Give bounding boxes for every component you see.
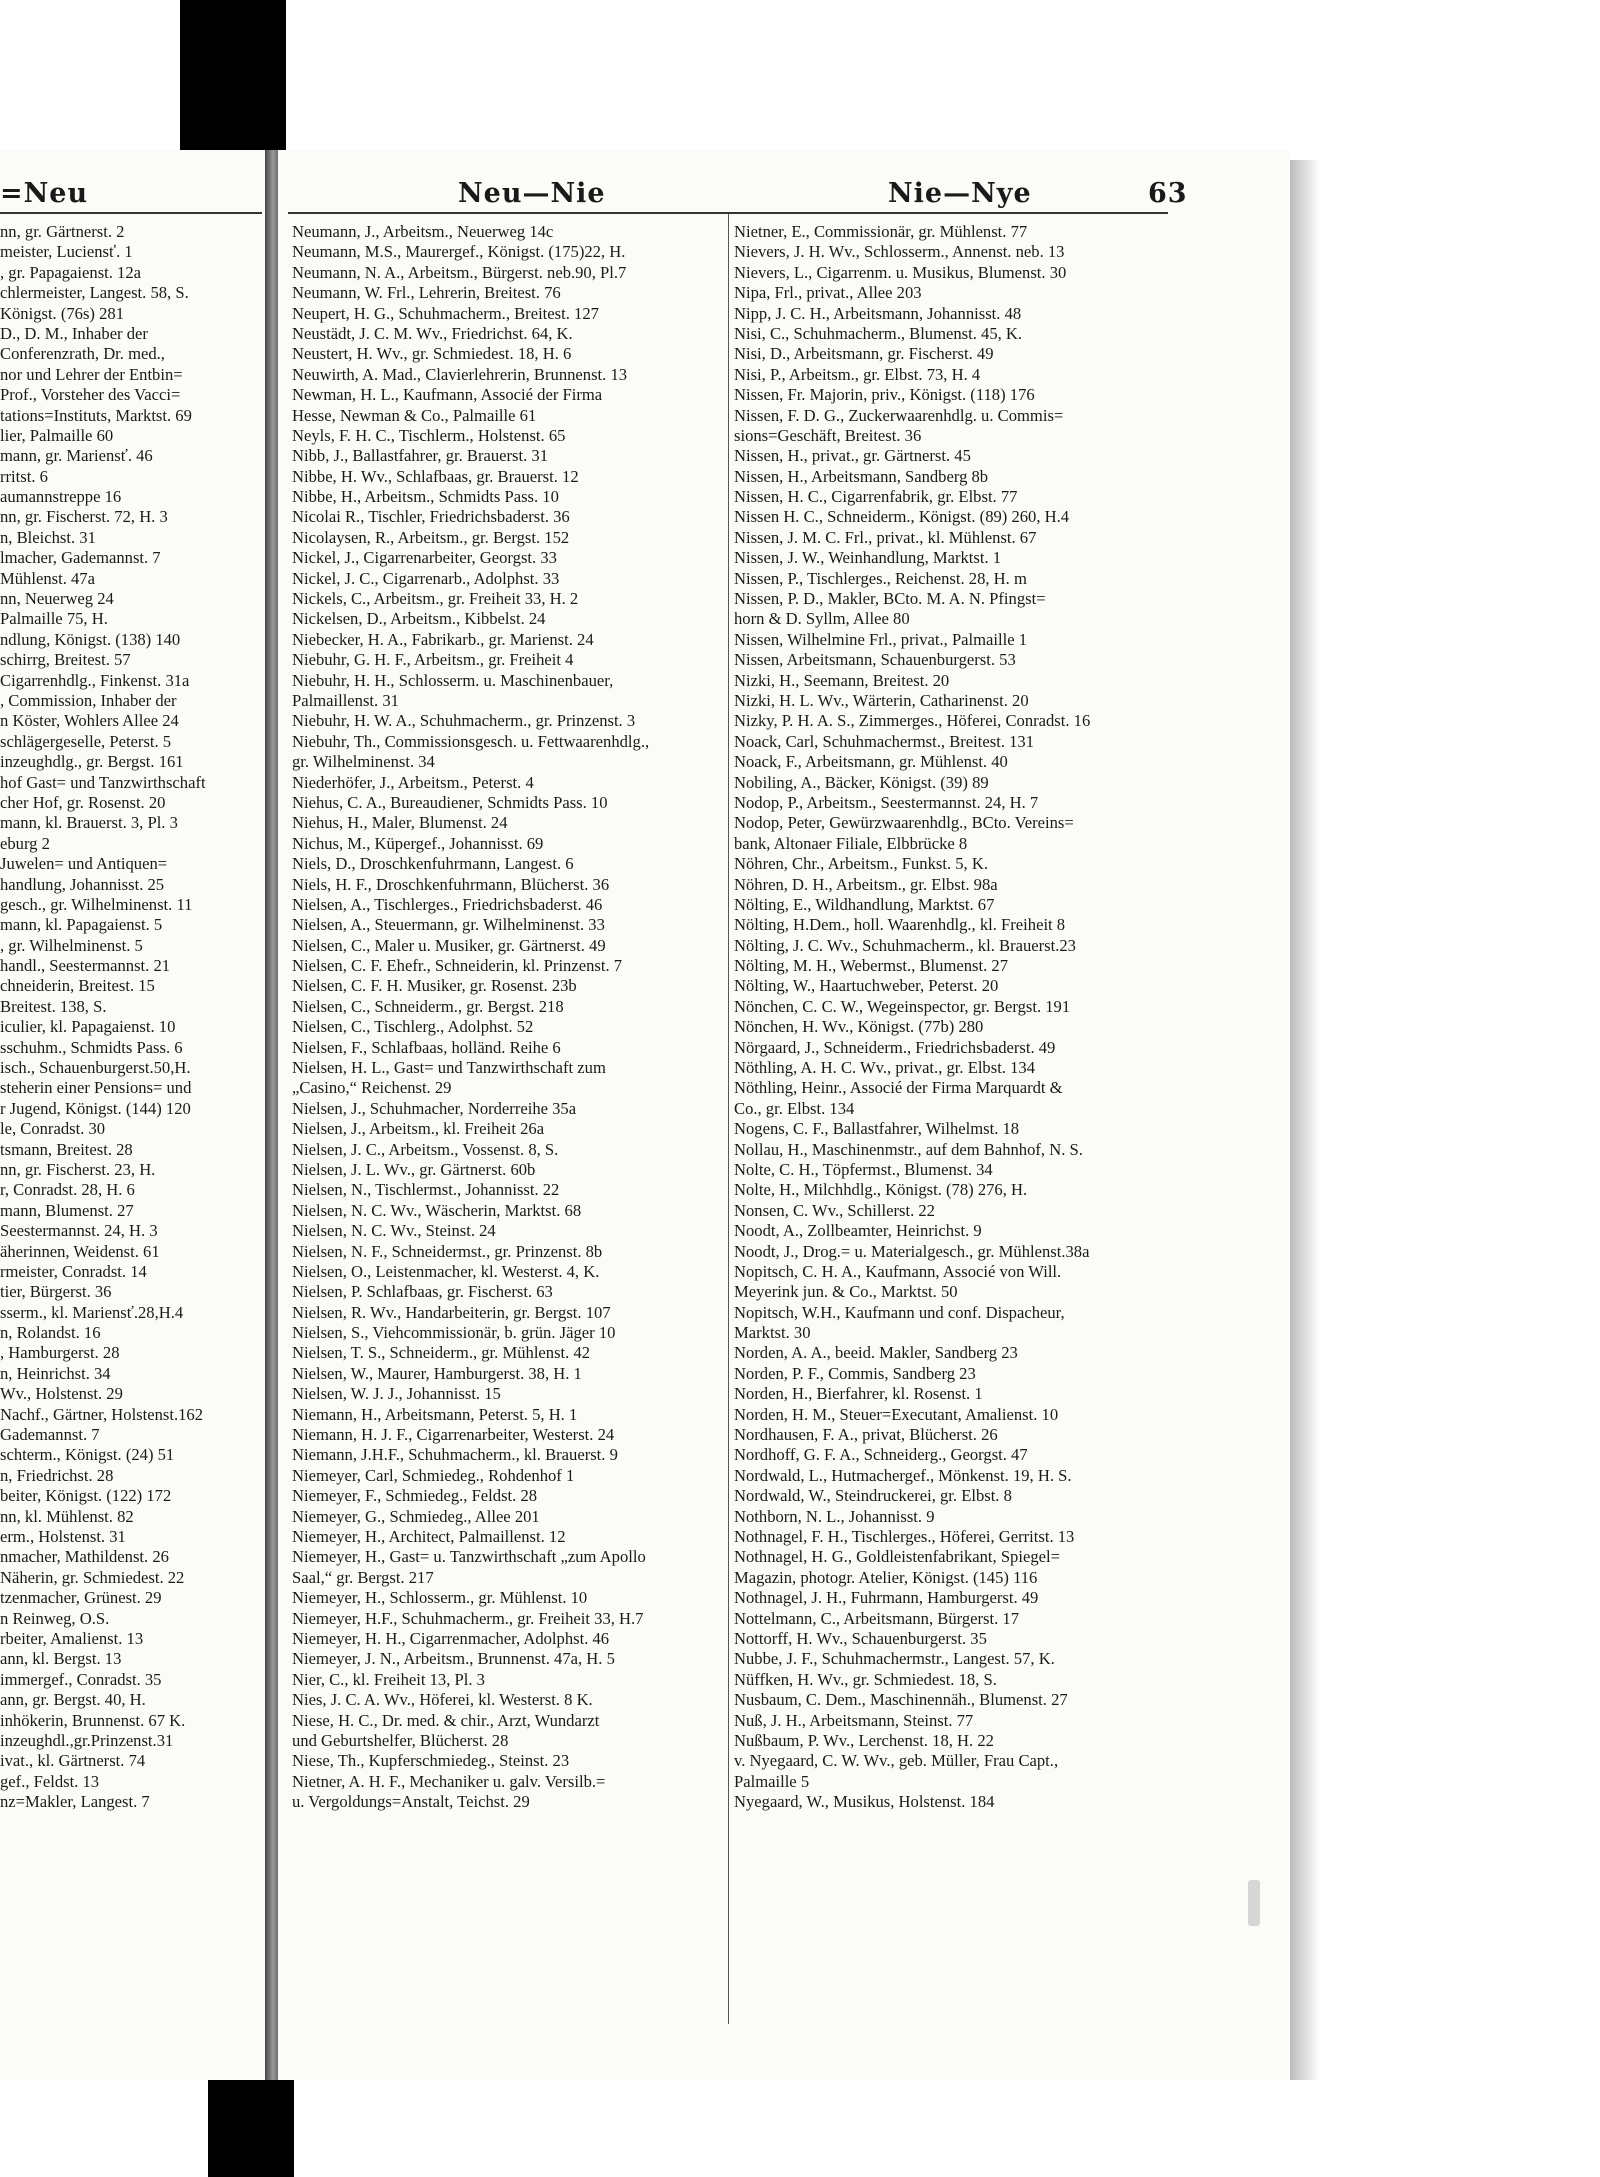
directory-entry: Wv., Holstenst. 29 — [0, 1384, 123, 1404]
directory-entry: mann, kl. Brauerst. 3, Pl. 3 — [0, 813, 178, 833]
directory-entry: Nüffken, H. Wv., gr. Schmiedest. 18, S. — [734, 1669, 997, 1689]
directory-entry: Nubbe, J. F., Schuhmachermstr., Langest. 57, K. — [734, 1649, 1055, 1669]
directory-entry: Mühlenst. 47a — [0, 568, 95, 588]
directory-entry: Gademannst. 7 — [0, 1425, 100, 1445]
directory-entry: , gr. Papagaienst. 12a — [0, 262, 142, 282]
directory-entry: Noodt, J., Drog.= u. Materialgesch., gr. Mühlenst.38a — [734, 1241, 1090, 1261]
directory-entry: Conferenzrath, Dr. med., — [0, 344, 165, 364]
directory-entry: Niehus, C. A., Bureaudiener, Schmidts Pass. 10 — [292, 792, 608, 812]
directory-entry: Nielsen, C. F. Ehefr., Schneiderin, kl. Prinzenst. 7 — [292, 956, 623, 976]
directory-entry: nn, kl. Mühlenst. 82 — [0, 1506, 134, 1526]
directory-entry: r Jugend, Königst. (144) 120 — [0, 1098, 191, 1118]
directory-entry: Nissen, F. D. G., Zuckerwaarenhdlg. u. Commis= — [734, 405, 1064, 425]
directory-entry: nmacher, Mathildenst. 26 — [0, 1547, 169, 1567]
directory-entry: Nissen, J. M. C. Frl., privat., kl. Mühlenst. 67 — [734, 527, 1037, 547]
directory-entry: Nothnagel, H. G., Goldleistenfabrikant, Spiegel= — [734, 1547, 1060, 1567]
directory-entry: Nöthling, A. H. C. Wv., privat., gr. Elbst. 134 — [734, 1058, 1035, 1078]
directory-entry: n, Heinrichst. 34 — [0, 1363, 111, 1383]
directory-entry: Neuwirth, A. Mad., Clavierlehrerin, Brunnenst. 13 — [292, 364, 628, 384]
directory-entry: Niebuhr, Th., Commissionsgesch. u. Fettwaarenhdlg., — [292, 731, 650, 751]
directory-entry: Nissen, Arbeitsmann, Schauenburgerst. 53 — [734, 650, 1016, 670]
directory-entry: Nielsen, N. C. Wv., Wäscherin, Marktst. 68 — [292, 1200, 582, 1220]
directory-entry: lier, Palmaille 60 — [0, 425, 114, 445]
directory-entry: Newman, H. L., Kaufmann, Associé der Firma — [292, 385, 603, 405]
directory-entry: Nielsen, J., Arbeitsm., kl. Freiheit 26a — [292, 1119, 545, 1139]
directory-entry: Nibbe, H., Arbeitsm., Schmidts Pass. 10 — [292, 487, 559, 507]
right-column-header: Nie—Nye — [888, 178, 1032, 209]
directory-entry: Magazin, photogr. Atelier, Königst. (145) 116 — [734, 1567, 1038, 1587]
directory-entry: Nielsen, A., Tischlerges., Friedrichsbaderst. 46 — [292, 894, 603, 914]
directory-entry: Niehus, H., Maler, Blumenst. 24 — [292, 813, 508, 833]
directory-entry: Neumann, J., Arbeitsm., Neuerweg 14c — [292, 222, 554, 241]
directory-entry: n, Friedrichst. 28 — [0, 1465, 114, 1485]
directory-entry: Nier, C., kl. Freiheit 13, Pl. 3 — [292, 1669, 485, 1689]
directory-entry: Palmaille 5 — [734, 1771, 810, 1791]
directory-entry: chlermeister, Langest. 58, S. — [0, 283, 189, 303]
directory-entry: immergef., Conradst. 35 — [0, 1669, 162, 1689]
directory-entry: Marktst. 30 — [734, 1323, 811, 1343]
directory-entry: sserm., kl. Mariensť.28,H.4 — [0, 1302, 184, 1322]
directory-entry: Norden, P. F., Commis, Sandberg 23 — [734, 1363, 976, 1383]
directory-entry: Norden, H. M., Steuer=Executant, Amalienst. 10 — [734, 1404, 1059, 1424]
directory-entry: Nordhausen, F. A., privat, Blücherst. 26 — [734, 1425, 998, 1445]
directory-entry: inzeughdl.,gr.Prinzenst.31 — [0, 1730, 174, 1750]
directory-entry: nn, gr. Gärtnerst. 2 — [0, 222, 125, 241]
directory-entry: u. Vergoldungs=Anstalt, Teichst. 29 — [292, 1792, 530, 1812]
directory-entry: Nothnagel, F. H., Tischlerges., Höferei, Gerritst. 13 — [734, 1527, 1075, 1546]
directory-entry: Noack, F., Arbeitsmann, gr. Mühlenst. 40 — [734, 752, 1008, 772]
directory-entry: Norden, H., Bierfahrer, kl. Rosenst. 1 — [734, 1384, 983, 1404]
directory-entry: Breitest. 138, S. — [0, 996, 107, 1016]
directory-entry: Niemeyer, Carl, Schmiedeg., Rohdenhof 1 — [292, 1465, 575, 1485]
directory-entry: Co., gr. Elbst. 134 — [734, 1098, 855, 1118]
directory-entry: handlung, Johannisst. 25 — [0, 874, 165, 894]
directory-entry: chneiderin, Breitest. 15 — [0, 976, 155, 996]
directory-entry: Nielsen, N. F., Schneidermst., gr. Prinzenst. 8b — [292, 1241, 603, 1261]
directory-entry: nn, gr. Fischerst. 23, H. — [0, 1159, 156, 1179]
directory-entry: Nörgaard, J., Schneiderm., Friedrichsbaderst. 49 — [734, 1037, 1056, 1057]
directory-entry: Nielsen, T. S., Schneiderm., gr. Mühlenst. 42 — [292, 1343, 591, 1363]
directory-entry: Nies, J. C. A. Wv., Höferei, kl. Westerst. 8 K. — [292, 1690, 593, 1710]
directory-entry: Nissen, Fr. Majorin, priv., Königst. (118) 176 — [734, 385, 1035, 405]
directory-entry: Neumann, N. A., Arbeitsm., Bürgerst. neb.90, Pl.7 — [292, 262, 627, 282]
directory-entry: Nusbaum, C. Dem., Maschinennäh., Blumenst. 27 — [734, 1690, 1068, 1710]
directory-entry: Nußbaum, P. Wv., Lerchenst. 18, H. 22 — [734, 1730, 994, 1750]
directory-entry: Näherin, gr. Schmiedest. 22 — [0, 1567, 185, 1587]
library-stamp — [1248, 1880, 1260, 1926]
directory-entry: Nibb, J., Ballastfahrer, gr. Brauerst. 31 — [292, 446, 549, 466]
directory-entry: mann, kl. Papagaienst. 5 — [0, 915, 163, 935]
directory-entry: iculier, kl. Papagaienst. 10 — [0, 1017, 176, 1037]
directory-entry: Neustert, H. Wv., gr. Schmiedest. 18, H. 6 — [292, 344, 572, 364]
directory-entry: Nölting, M. H., Webermst., Blumenst. 27 — [734, 956, 1008, 976]
directory-entry: steherin einer Pensions= und — [0, 1078, 192, 1098]
middle-column-header: Neu—Nie — [458, 178, 606, 209]
directory-entry: cher Hof, gr. Rosenst. 20 — [0, 792, 166, 812]
directory-entry: ann, gr. Bergst. 40, H. — [0, 1690, 146, 1710]
directory-entry: n, Rolandst. 16 — [0, 1323, 101, 1343]
directory-entry: eburg 2 — [0, 833, 50, 853]
directory-entry: Nielsen, P. Schlafbaas, gr. Fischerst. 63 — [292, 1282, 553, 1302]
directory-entry: Nicolai R., Tischler, Friedrichsbaderst. 36 — [292, 507, 570, 527]
directory-entry: Nordwald, L., Hutmachergef., Mönkenst. 19, H. S. — [734, 1465, 1072, 1485]
directory-entry: Nodop, P., Arbeitsm., Seestermannst. 24, H. 7 — [734, 792, 1039, 812]
left-page-column — [0, 222, 262, 1812]
directory-entry: Königst. (76s) 281 — [0, 303, 124, 323]
directory-entry: Nielsen, N. C. Wv., Steinst. 24 — [292, 1221, 496, 1241]
directory-entry: Nothborn, N. L., Johannisst. 9 — [734, 1506, 935, 1526]
directory-entry: ndlung, Königst. (138) 140 — [0, 629, 181, 649]
directory-entry: rritst. 6 — [0, 466, 48, 486]
directory-entry: „Casino,“ Reichenst. 29 — [292, 1078, 452, 1098]
directory-entry: Nickel, J., Cigarrenarbeiter, Georgst. 33 — [292, 548, 557, 568]
directory-entry: äherinnen, Weidenst. 61 — [0, 1241, 160, 1261]
directory-entry: Nölting, J. C. Wv., Schuhmacherm., kl. Brauerst.23 — [734, 935, 1076, 955]
directory-entry: Niemeyer, H. H., Cigarrenmacher, Adolphst. 46 — [292, 1628, 610, 1648]
directory-entry: ann, kl. Bergst. 13 — [0, 1649, 122, 1669]
directory-entry: Nielsen, O., Leistenmacher, kl. Westerst. 4, K. — [292, 1261, 600, 1281]
directory-entry: Niese, Th., Kupferschmiedeg., Steinst. 23 — [292, 1751, 570, 1771]
directory-entry: Nickelsen, D., Arbeitsm., Kibbelst. 24 — [292, 609, 546, 629]
directory-entry: Nizki, H. L. Wv., Wärterin, Catharinenst. 20 — [734, 690, 1029, 710]
directory-entry: tations=Instituts, Marktst. 69 — [0, 405, 192, 425]
directory-entry: mann, Blumenst. 27 — [0, 1200, 134, 1220]
directory-entry: Nyegaard, W., Musikus, Holstenst. 184 — [734, 1792, 995, 1812]
directory-entry: Nottelmann, C., Arbeitsmann, Bürgerst. 17 — [734, 1608, 1019, 1628]
directory-entry: Niemann, H. J. F., Cigarrenarbeiter, Westerst. 24 — [292, 1425, 615, 1445]
directory-entry: nn, Neuerweg 24 — [0, 589, 114, 609]
directory-entry: schirrg, Breitest. 57 — [0, 650, 131, 670]
directory-entry: nor und Lehrer der Entbin= — [0, 364, 183, 384]
directory-entry: Nolte, H., Milchhdlg., Königst. (78) 276, H. — [734, 1180, 1028, 1200]
directory-entry: rbeiter, Amalienst. 13 — [0, 1628, 144, 1648]
directory-entry: Nottorff, H. Wv., Schauenburgerst. 35 — [734, 1628, 987, 1648]
directory-entry: Nachf., Gärtner, Holstenst.162 — [0, 1404, 204, 1424]
directory-entry: Niemeyer, G., Schmiedeg., Allee 201 — [292, 1506, 540, 1526]
directory-entry: schlägergeselle, Peterst. 5 — [0, 731, 172, 751]
directory-entry: mann, gr. Mariensť. 46 — [0, 446, 153, 466]
directory-entry: Nizki, H., Seemann, Breitest. 20 — [734, 670, 950, 690]
directory-entry: Nobiling, A., Bäcker, Königst. (39) 89 — [734, 772, 989, 792]
directory-entry: Nievers, J. H. Wv., Schlosserm., Annenst. neb. 13 — [734, 242, 1065, 262]
directory-entry: Nöthling, Heinr., Associé der Firma Marquardt & — [734, 1078, 1063, 1098]
directory-entry: v. Nyegaard, C. W. Wv., geb. Müller, Frau Capt., — [734, 1751, 1059, 1771]
directory-entry: Nisi, D., Arbeitsmann, gr. Fischerst. 49 — [734, 344, 994, 364]
directory-entry: Niese, H. C., Dr. med. & chir., Arzt, Wundarzt — [292, 1710, 600, 1730]
directory-entry: und Geburtshelfer, Blücherst. 28 — [292, 1730, 509, 1750]
directory-entry: Nielsen, A., Steuermann, gr. Wilhelminenst. 33 — [292, 915, 605, 935]
directory-entry: Niemann, H., Arbeitsmann, Peterst. 5, H. 1 — [292, 1404, 578, 1424]
directory-entry: Niemann, J.H.F., Schuhmacherm., kl. Brauerst. 9 — [292, 1445, 618, 1465]
directory-entry: Nickel, J. C., Cigarrenarb., Adolphst. 33 — [292, 568, 560, 588]
directory-entry: Neyls, F. H. C., Tischlerm., Holstenst. 65 — [292, 425, 566, 445]
directory-entry: Nöhren, D. H., Arbeitsm., gr. Elbst. 98a — [734, 874, 998, 894]
directory-entry: Nissen, P., Tischlerges., Reichenst. 28, H. m — [734, 568, 1027, 588]
directory-entry: sschuhm., Schmidts Pass. 6 — [0, 1037, 183, 1057]
directory-entry: Nielsen, C., Schneiderm., gr. Bergst. 218 — [292, 996, 564, 1016]
directory-entry: Nisi, P., Arbeitsm., gr. Elbst. 73, H. 4 — [734, 364, 981, 384]
page-number: 63 — [1148, 178, 1188, 209]
directory-entry: Nielsen, C. F. H. Musiker, gr. Rosenst. 23b — [292, 976, 577, 996]
directory-entry: Meyerink jun. & Co., Marktst. 50 — [734, 1282, 958, 1302]
directory-entry: Niemeyer, H., Schlosserm., gr. Mühlenst. 10 — [292, 1588, 588, 1608]
directory-entry: Juwelen= und Antiquen= — [0, 854, 168, 874]
directory-entry: Nievers, L., Cigarrenm. u. Musikus, Blumenst. 30 — [734, 262, 1067, 282]
directory-entry: Nolte, C. H., Töpfermst., Blumenst. 34 — [734, 1159, 993, 1179]
directory-entry: Nicolaysen, R., Arbeitsm., gr. Bergst. 152 — [292, 527, 570, 547]
directory-entry: Nissen, P. D., Makler, BCto. M. A. N. Pfingst= — [734, 589, 1046, 609]
directory-entry: Niebecker, H. A., Fabrikarb., gr. Marienst. 24 — [292, 629, 594, 649]
directory-entry: D., D. M., Inhaber der — [0, 323, 148, 343]
directory-entry: Hesse, Newman & Co., Palmaille 61 — [292, 405, 537, 425]
directory-entry: n Köster, Wohlers Allee 24 — [0, 711, 179, 731]
directory-entry: Cigarrenhdlg., Finkenst. 31a — [0, 670, 190, 690]
directory-entry: beiter, Königst. (122) 172 — [0, 1486, 172, 1506]
directory-entry: Seestermannst. 24, H. 3 — [0, 1221, 158, 1241]
directory-entry: Niebuhr, G. H. F., Arbeitsm., gr. Freiheit 4 — [292, 650, 574, 670]
directory-entry: Saal,“ gr. Bergst. 217 — [292, 1567, 434, 1587]
directory-entry: r, Conradst. 28, H. 6 — [0, 1180, 135, 1200]
directory-entry: Nielsen, S., Viehcommissionär, b. grün. Jäger 10 — [292, 1323, 616, 1343]
directory-entry: n, Bleichst. 31 — [0, 527, 96, 547]
directory-entry: Neupert, H. G., Schuhmacherm., Breitest. 127 — [292, 303, 599, 323]
directory-entry: Nonsen, C. Wv., Schillerst. 22 — [734, 1200, 935, 1220]
directory-entry: Nielsen, W. J. J., Johannisst. 15 — [292, 1384, 501, 1404]
directory-entry: Nizky, P. H. A. S., Zimmerges., Höferei, Conradst. 16 — [734, 711, 1091, 731]
directory-entry: , Hamburgerst. 28 — [0, 1343, 120, 1363]
directory-entry: Niemeyer, F., Schmiedeg., Feldst. 28 — [292, 1486, 538, 1506]
directory-entry: Nopitsch, W.H., Kaufmann und conf. Dispacheur, — [734, 1302, 1065, 1322]
directory-entry: Nölting, W., Haartuchweber, Peterst. 20 — [734, 976, 999, 996]
directory-entry: handl., Seestermannst. 21 — [0, 956, 171, 976]
directory-entry: Noack, Carl, Schuhmachermst., Breitest. 131 — [734, 731, 1035, 751]
directory-entry: Niebuhr, H. W. A., Schuhmacherm., gr. Prinzenst. 3 — [292, 711, 636, 731]
directory-entry: Nielsen, H. L., Gast= und Tanzwirthschaft zum — [292, 1058, 606, 1078]
directory-entry: schterm., Königst. (24) 51 — [0, 1445, 175, 1465]
directory-entry: Nollau, H., Maschinenmstr., auf dem Bahnhof, N. S. — [734, 1139, 1083, 1159]
directory-entry: Nordhoff, G. F. A., Schneiderg., Georgst. 47 — [734, 1445, 1028, 1465]
directory-entry: Niels, D., Droschkenfuhrmann, Langest. 6 — [292, 854, 574, 874]
left-header-rule — [0, 212, 262, 214]
directory-entry: Palmaillenst. 31 — [292, 690, 399, 710]
directory-entry: Niemeyer, J. N., Arbeitsm., Brunnenst. 47a, H. 5 — [292, 1649, 615, 1669]
directory-entry: Niemeyer, H.F., Schuhmacherm., gr. Freiheit 33, H.7 — [292, 1608, 644, 1628]
directory-entry: isch., Schauenburgerst.50,H. — [0, 1058, 191, 1078]
directory-entry: Nogens, C. F., Ballastfahrer, Wilhelmst. 18 — [734, 1119, 1020, 1139]
directory-entry: aumannstreppe 16 — [0, 487, 122, 507]
left-page — [0, 150, 271, 2080]
directory-entry: Nietner, E., Commissionär, gr. Mühlenst. 77 — [734, 222, 1028, 241]
directory-entry: Palmaille 75, H. — [0, 609, 108, 629]
directory-entry: rmeister, Conradst. 14 — [0, 1261, 147, 1281]
directory-entry: Nönchen, C. C. W., Wegeinspector, gr. Bergst. 191 — [734, 996, 1071, 1016]
directory-entry: inzeughdlg., gr. Bergst. 161 — [0, 752, 184, 772]
directory-entry: Nissen, J. W., Weinhandlung, Marktst. 1 — [734, 548, 1002, 568]
directory-entry: bank, Altonaer Filiale, Elbbrücke 8 — [734, 833, 968, 853]
directory-entry: le, Conradst. 30 — [0, 1119, 106, 1139]
directory-entry: Nönchen, H. Wv., Königst. (77b) 280 — [734, 1017, 984, 1037]
directory-entry: hof Gast= und Tanzwirthschaft — [0, 772, 206, 792]
directory-entry: Noodt, A., Zollbeamter, Heinrichst. 9 — [734, 1221, 982, 1241]
directory-entry: nn, gr. Fischerst. 72, H. 3 — [0, 507, 168, 527]
directory-entry: Nölting, E., Wildhandlung, Marktst. 67 — [734, 894, 995, 914]
middle-column — [292, 222, 732, 1812]
directory-entry: gr. Wilhelminenst. 34 — [292, 752, 435, 772]
directory-entry: lmacher, Gademannst. 7 — [0, 548, 161, 568]
directory-entry: Nissen, H., Arbeitsmann, Sandberg 8b — [734, 466, 989, 486]
directory-entry: ivat., kl. Gärtnerst. 74 — [0, 1751, 146, 1771]
directory-entry: gef., Feldst. 13 — [0, 1771, 100, 1791]
directory-entry: Nissen H. C., Schneiderm., Königst. (89) 260, H.4 — [734, 507, 1070, 527]
page-edge-shadow — [1290, 160, 1320, 2080]
directory-entry: Nielsen, J. C., Arbeitsm., Vossenst. 8, S. — [292, 1139, 559, 1159]
directory-entry: Nissen, H. C., Cigarrenfabrik, gr. Elbst. 77 — [734, 487, 1018, 507]
directory-entry: Nöhren, Chr., Arbeitsm., Funkst. 5, K. — [734, 854, 988, 874]
directory-entry: Nordwald, W., Steindruckerei, gr. Elbst. 8 — [734, 1486, 1012, 1506]
directory-entry: Niederhöfer, J., Arbeitsm., Peterst. 4 — [292, 772, 534, 792]
directory-entry: Nielsen, F., Schlafbaas, holländ. Reihe 6 — [292, 1037, 561, 1057]
directory-entry: Nielsen, N., Tischlermst., Johannisst. 22 — [292, 1180, 560, 1200]
directory-entry: inhökerin, Brunnenst. 67 K. — [0, 1710, 186, 1730]
directory-entry: Nuß, J. H., Arbeitsmann, Steinst. 77 — [734, 1710, 974, 1730]
directory-entry: horn & D. Syllm, Allee 80 — [734, 609, 910, 629]
top-black-bar — [180, 0, 286, 150]
directory-entry: Neumann, W. Frl., Lehrerin, Breitest. 76 — [292, 283, 561, 303]
directory-entry: Niemeyer, H., Architect, Palmaillenst. 12 — [292, 1527, 566, 1546]
directory-entry: Nopitsch, C. H. A., Kaufmann, Associé von Will. — [734, 1261, 1062, 1281]
directory-entry: Niemeyer, H., Gast= u. Tanzwirthschaft „zum Apollo — [292, 1547, 646, 1567]
directory-entry: Nielsen, W., Maurer, Hamburgerst. 38, H. 1 — [292, 1363, 582, 1383]
directory-entry: Nissen, H., privat., gr. Gärtnerst. 45 — [734, 446, 971, 466]
directory-entry: erm., Holstenst. 31 — [0, 1527, 126, 1546]
directory-entry: Neumann, M.S., Maurergef., Königst. (175)22, H. — [292, 242, 626, 262]
directory-entry: n Reinweg, O.S. — [0, 1608, 110, 1628]
directory-entry: Nothnagel, J. H., Fuhrmann, Hamburgerst. 49 — [734, 1588, 1039, 1608]
directory-entry: tsmann, Breitest. 28 — [0, 1139, 133, 1159]
directory-entry: Niels, H. F., Droschkenfuhrmann, Blücherst. 36 — [292, 874, 610, 894]
right-column — [734, 222, 1170, 1812]
directory-entry: Nisi, C., Schuhmacherm., Blumenst. 45, K. — [734, 323, 1023, 343]
directory-entry: Norden, A. A., beeid. Makler, Sandberg 23 — [734, 1343, 1018, 1363]
directory-entry: Nielsen, C., Tischlerg., Adolphst. 52 — [292, 1017, 534, 1037]
directory-entry: Nibbe, H. Wv., Schlafbaas, gr. Brauerst. 12 — [292, 466, 579, 486]
directory-entry: , Commission, Inhaber der — [0, 690, 177, 710]
directory-entry: Prof., Vorsteher des Vacci= — [0, 385, 181, 405]
directory-entry: nz=Makler, Langest. 7 — [0, 1792, 150, 1812]
directory-entry: Nipa, Frl., privat., Allee 203 — [734, 283, 922, 303]
directory-entry: tzenmacher, Grünest. 29 — [0, 1588, 162, 1608]
left-page-header: =Neu — [0, 178, 89, 209]
directory-entry: Nölting, H.Dem., holl. Waarenhdlg., kl. Freiheit 8 — [734, 915, 1066, 935]
directory-entry: Niebuhr, H. H., Schlosserm. u. Maschinenbauer, — [292, 670, 614, 690]
directory-entry: Nipp, J. C. H., Arbeitsmann, Johannisst. 48 — [734, 303, 1022, 323]
directory-entry: Nielsen, J. L. Wv., gr. Gärtnerst. 60b — [292, 1159, 536, 1179]
directory-entry: Nickels, C., Arbeitsm., gr. Freiheit 33, H. 2 — [292, 589, 579, 609]
directory-entry: sions=Geschäft, Breitest. 36 — [734, 425, 922, 445]
directory-entry: Nichus, M., Küpergef., Johannisst. 69 — [292, 833, 544, 853]
directory-entry: Nielsen, R. Wv., Handarbeiterin, gr. Bergst. 107 — [292, 1302, 611, 1322]
directory-entry: tier, Bürgerst. 36 — [0, 1282, 112, 1302]
directory-entry: , gr. Wilhelminenst. 5 — [0, 935, 143, 955]
directory-entry: gesch., gr. Wilhelminenst. 11 — [0, 894, 193, 914]
directory-entry: Nielsen, C., Maler u. Musiker, gr. Gärtnerst. 49 — [292, 935, 606, 955]
right-page — [278, 150, 1290, 2080]
directory-entry: Nietner, A. H. F., Mechaniker u. galv. Versilb.= — [292, 1771, 606, 1791]
directory-entry: Nodop, Peter, Gewürzwaarenhdlg., BCto. Vereins= — [734, 813, 1074, 833]
directory-entry: meister, Luciensť. 1 — [0, 242, 133, 262]
directory-entry: Nielsen, J., Schuhmacher, Norderreihe 35a — [292, 1098, 577, 1118]
directory-entry: Nissen, Wilhelmine Frl., privat., Palmaille 1 — [734, 629, 1028, 649]
directory-entry: Neustädt, J. C. M. Wv., Friedrichst. 64, K. — [292, 323, 573, 343]
